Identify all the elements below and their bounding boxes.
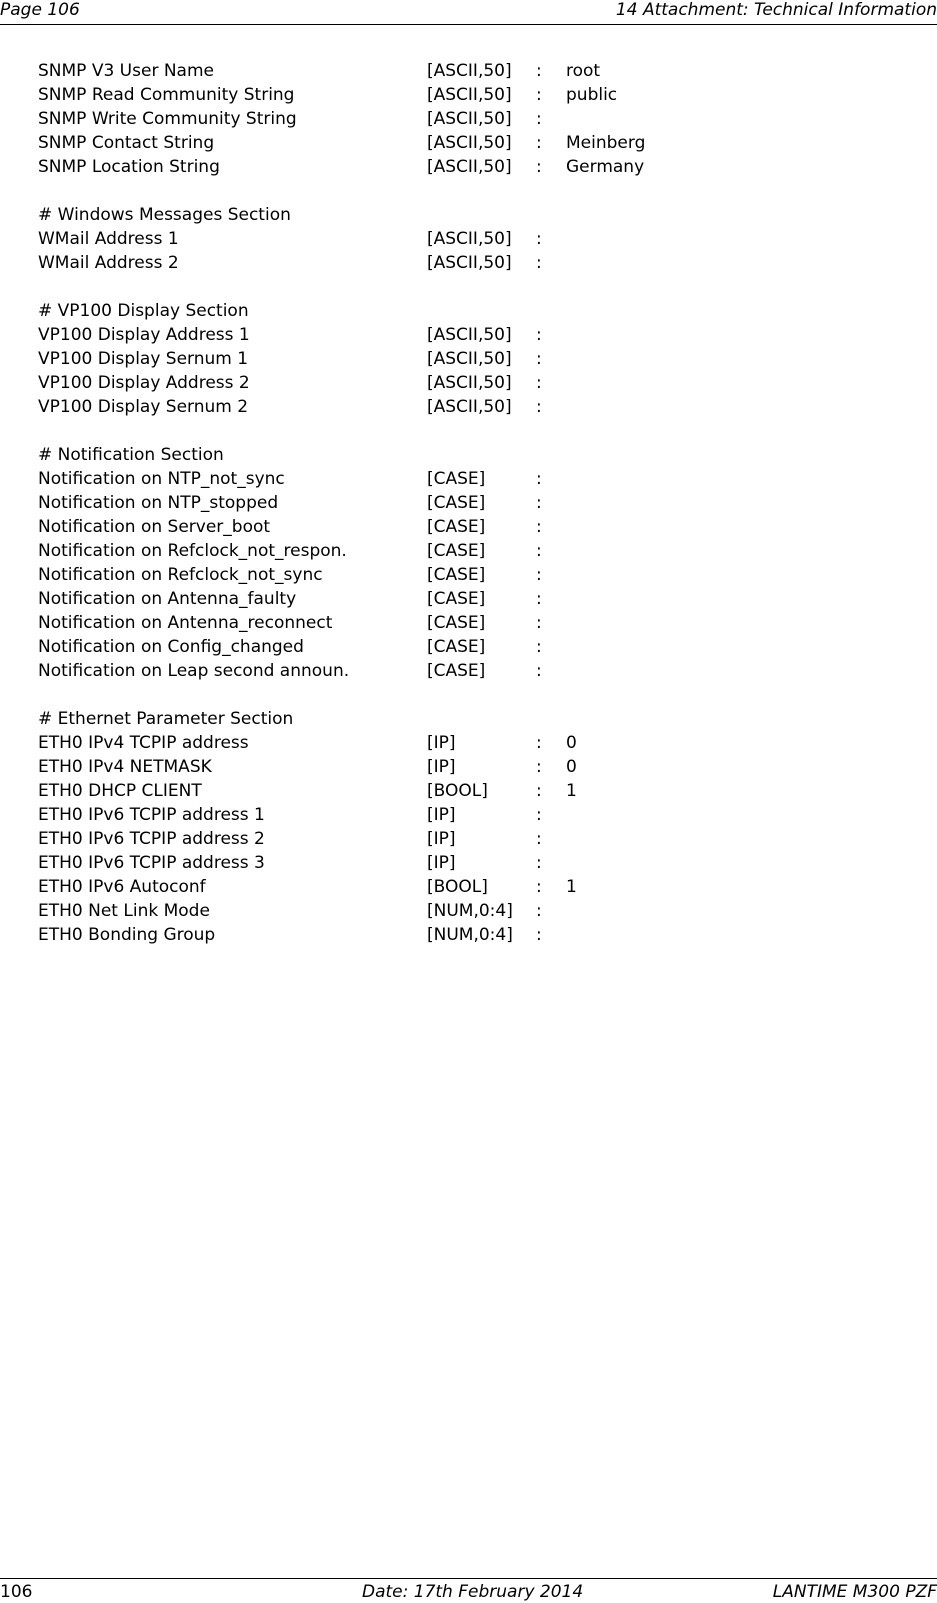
param-name: WMail Address 1: [38, 229, 179, 249]
param-name: Notification on Server_boot: [38, 517, 271, 537]
param-row: [38, 779, 918, 803]
param-separator: :: [536, 781, 542, 801]
param-name: Notification on Antenna_reconnect: [38, 613, 333, 633]
param-row: [38, 323, 918, 347]
param-row: [38, 755, 918, 779]
param-row: [38, 131, 918, 155]
param-type: [CASE]: [427, 493, 486, 513]
param-name: ETH0 IPv4 NETMASK: [38, 757, 212, 777]
param-type: [ASCII,50]: [427, 61, 512, 81]
param-value: Meinberg: [566, 133, 646, 153]
param-row: [38, 731, 918, 755]
param-type: [CASE]: [427, 541, 486, 561]
param-name: ETH0 IPv4 TCPIP address: [38, 733, 249, 753]
param-separator: :: [536, 853, 542, 873]
param-separator: :: [536, 757, 542, 777]
param-name: Notification on NTP_not_sync: [38, 469, 285, 489]
param-separator: :: [536, 61, 542, 81]
param-name: VP100 Display Address 1: [38, 325, 250, 345]
param-type: [BOOL]: [427, 877, 488, 897]
section-heading-text: # VP100 Display Section: [38, 301, 249, 321]
param-separator: :: [536, 637, 542, 657]
param-row: [38, 83, 918, 107]
param-separator: :: [536, 925, 542, 945]
param-row: [38, 59, 918, 83]
param-row: [38, 803, 918, 827]
spacer: [38, 419, 918, 443]
section-heading-text: # Notification Section: [38, 445, 224, 465]
param-type: [CASE]: [427, 589, 486, 609]
param-value: 1: [566, 781, 577, 801]
param-row: [38, 587, 918, 611]
param-row: [38, 467, 918, 491]
param-row: [38, 875, 918, 899]
param-row: [38, 899, 918, 923]
param-name: Notification on Antenna_faulty: [38, 589, 297, 609]
param-separator: :: [536, 229, 542, 249]
param-type: [IP]: [427, 829, 456, 849]
param-type: [CASE]: [427, 613, 486, 633]
param-separator: :: [536, 349, 542, 369]
param-separator: :: [536, 589, 542, 609]
param-type: [ASCII,50]: [427, 229, 512, 249]
param-name: SNMP Location String: [38, 157, 220, 177]
param-name: ETH0 Bonding Group: [38, 925, 216, 945]
param-row: [38, 851, 918, 875]
param-row: [38, 563, 918, 587]
param-row: [38, 491, 918, 515]
param-type: [ASCII,50]: [427, 85, 512, 105]
param-type: [ASCII,50]: [427, 133, 512, 153]
param-separator: :: [536, 397, 542, 417]
param-type: [ASCII,50]: [427, 109, 512, 129]
header-chapter-title: 14 Attachment: Technical Information: [615, 0, 937, 20]
param-type: [CASE]: [427, 469, 486, 489]
param-value: root: [566, 61, 601, 81]
param-value: public: [566, 85, 618, 105]
param-row: [38, 251, 918, 275]
param-row: [38, 635, 918, 659]
section-heading: [38, 203, 918, 227]
param-separator: :: [536, 325, 542, 345]
param-separator: :: [536, 613, 542, 633]
param-row: [38, 827, 918, 851]
param-separator: :: [536, 805, 542, 825]
param-name: ETH0 IPv6 Autoconf: [38, 877, 206, 897]
section-heading-text: # Windows Messages Section: [38, 205, 291, 225]
param-value: Germany: [566, 157, 645, 177]
param-type: [CASE]: [427, 517, 486, 537]
param-type: [CASE]: [427, 661, 486, 681]
spacer: [38, 683, 918, 707]
param-separator: :: [536, 901, 542, 921]
footer-product: LANTIME M300 PZF: [772, 1582, 937, 1602]
page-header: [0, 0, 937, 25]
param-name: WMail Address 2: [38, 253, 179, 273]
param-separator: :: [536, 493, 542, 513]
param-name: Notification on Refclock_not_sync: [38, 565, 323, 585]
param-value: 1: [566, 877, 577, 897]
param-row: [38, 371, 918, 395]
param-type: [ASCII,50]: [427, 157, 512, 177]
param-name: Notification on Leap second announ.: [38, 661, 350, 681]
header-page-label: Page 106: [0, 0, 80, 20]
param-separator: :: [536, 157, 542, 177]
param-row: [38, 923, 918, 947]
param-type: [ASCII,50]: [427, 349, 512, 369]
param-name: SNMP Write Community String: [38, 109, 297, 129]
spacer: [38, 179, 918, 203]
param-name: ETH0 DHCP CLIENT: [38, 781, 202, 801]
param-separator: :: [536, 109, 542, 129]
param-separator: :: [536, 565, 542, 585]
page-footer: [0, 1578, 937, 1603]
param-name: VP100 Display Sernum 2: [38, 397, 249, 417]
param-type: [IP]: [427, 853, 456, 873]
param-type: [IP]: [427, 733, 456, 753]
param-type: [NUM,0:4]: [427, 925, 513, 945]
param-name: SNMP Contact String: [38, 133, 215, 153]
param-type: [ASCII,50]: [427, 253, 512, 273]
section-heading: [38, 707, 918, 731]
param-type: [CASE]: [427, 637, 486, 657]
param-name: Notification on NTP_stopped: [38, 493, 279, 513]
parameter-listing: [38, 59, 918, 947]
param-name: SNMP Read Community String: [38, 85, 295, 105]
param-separator: :: [536, 541, 542, 561]
param-type: [ASCII,50]: [427, 325, 512, 345]
section-heading: [38, 443, 918, 467]
param-name: ETH0 IPv6 TCPIP address 2: [38, 829, 265, 849]
param-type: [NUM,0:4]: [427, 901, 513, 921]
param-row: [38, 515, 918, 539]
param-value: 0: [566, 757, 577, 777]
param-name: ETH0 Net Link Mode: [38, 901, 210, 921]
param-type: [ASCII,50]: [427, 397, 512, 417]
param-name: ETH0 IPv6 TCPIP address 1: [38, 805, 265, 825]
param-separator: :: [536, 517, 542, 537]
param-type: [IP]: [427, 805, 456, 825]
param-name: VP100 Display Sernum 1: [38, 349, 249, 369]
param-separator: :: [536, 829, 542, 849]
param-type: [BOOL]: [427, 781, 488, 801]
spacer: [38, 275, 918, 299]
param-type: [ASCII,50]: [427, 373, 512, 393]
section-heading-text: # Ethernet Parameter Section: [38, 709, 294, 729]
param-row: [38, 395, 918, 419]
param-row: [38, 611, 918, 635]
param-row: [38, 347, 918, 371]
param-separator: :: [536, 661, 542, 681]
param-row: [38, 539, 918, 563]
param-name: SNMP V3 User Name: [38, 61, 214, 81]
param-row: [38, 107, 918, 131]
param-separator: :: [536, 373, 542, 393]
param-row: [38, 155, 918, 179]
param-separator: :: [536, 733, 542, 753]
param-separator: :: [536, 877, 542, 897]
param-value: 0: [566, 733, 577, 753]
footer-page-number: 106: [0, 1582, 33, 1602]
param-row: [38, 227, 918, 251]
section-heading: [38, 299, 918, 323]
param-type: [CASE]: [427, 565, 486, 585]
param-row: [38, 659, 918, 683]
param-separator: :: [536, 85, 542, 105]
param-separator: :: [536, 133, 542, 153]
param-separator: :: [536, 253, 542, 273]
param-name: ETH0 IPv6 TCPIP address 3: [38, 853, 265, 873]
footer-date: Date: 17th February 2014: [362, 1582, 584, 1602]
param-name: Notification on Refclock_not_respon.: [38, 541, 347, 561]
param-name: VP100 Display Address 2: [38, 373, 250, 393]
param-type: [IP]: [427, 757, 456, 777]
param-separator: :: [536, 469, 542, 489]
param-name: Notification on Config_changed: [38, 637, 304, 657]
